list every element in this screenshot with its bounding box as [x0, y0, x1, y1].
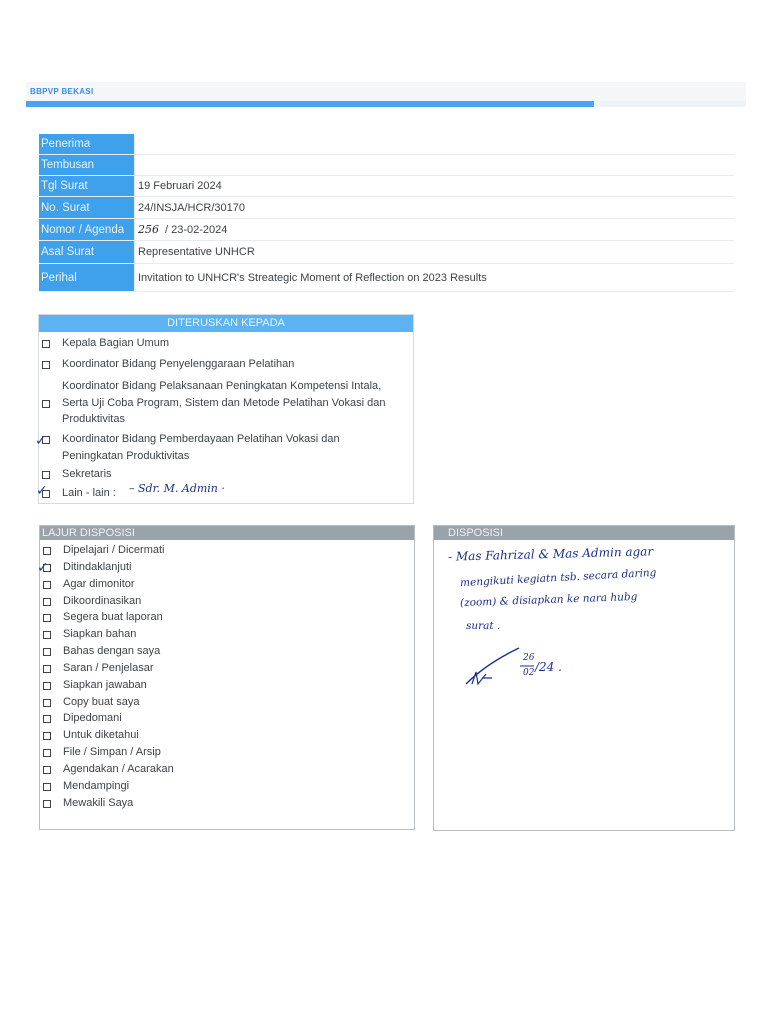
disposition-option[interactable]: [42, 559, 414, 576]
checkbox[interactable]: [43, 732, 51, 740]
brand-title: BBPVP BEKASI: [30, 87, 94, 96]
signature-date-day: 26: [523, 653, 535, 663]
disposition-option[interactable]: [42, 576, 414, 593]
forward-option-line: Koordinator Bidang Pemberdayaan Pelatihan Vokasi dan: [62, 433, 340, 445]
forward-option-line: Serta Uji Coba Program, Sistem dan Metode Pelatihan Vokasi dan: [62, 396, 386, 409]
disposition-option-label: Siapkan bahan: [63, 628, 137, 641]
handwritten-note-line: - Mas Fahrizal & Mas Admin agar: [447, 544, 654, 564]
disposition-option-label: Mendampingi: [63, 779, 130, 792]
disposition-option[interactable]: [42, 710, 414, 727]
disposition-option[interactable]: [42, 643, 414, 660]
disposition-option-label: Copy buat saya: [63, 695, 140, 708]
checkbox[interactable]: [43, 749, 51, 757]
handwritten-check-icon: ✓: [35, 433, 47, 449]
disposition-option[interactable]: [42, 626, 414, 643]
signature-date-month: 02: [523, 668, 535, 678]
checkbox[interactable]: [43, 598, 51, 606]
forward-option[interactable]: [41, 378, 385, 428]
info-label: No. Surat: [39, 197, 134, 218]
disposition-option[interactable]: [42, 542, 414, 559]
forward-option-label: Kepala Bagian Umum: [62, 337, 170, 349]
agenda-date: / 23-02-2024: [165, 223, 228, 236]
info-value: [134, 219, 734, 240]
checkbox[interactable]: [43, 800, 51, 808]
disposition-option-label: Bahas dengan saya: [63, 645, 161, 658]
info-row-nomor-agenda: [39, 219, 734, 241]
checkbox[interactable]: [43, 783, 51, 791]
info-value: [134, 155, 734, 175]
disposition-option[interactable]: [42, 778, 414, 795]
forward-option-label: [62, 431, 340, 464]
signature-icon: [434, 526, 736, 832]
info-row-asal-surat: [39, 241, 734, 264]
disposition-option[interactable]: [42, 744, 414, 761]
forward-option-label: Sekretaris: [62, 468, 112, 480]
handwritten-check-icon: ✓: [37, 560, 49, 576]
checkbox[interactable]: [43, 648, 51, 656]
info-label: Penerima: [39, 134, 134, 154]
handwritten-note-line: (zoom) & disiapkan ke nara hubg: [459, 590, 638, 610]
forward-option-line: Produktivitas: [62, 413, 125, 425]
brand-bar-faint: [594, 101, 746, 107]
disposition-option-label: Ditindaklanjuti: [63, 560, 132, 573]
info-value: Invitation to UNHCR's Streategic Moment of Reflection on 2023 Results: [134, 264, 734, 291]
checkbox[interactable]: [42, 471, 50, 479]
checkbox[interactable]: [42, 340, 50, 348]
checkbox[interactable]: [43, 614, 51, 622]
checkbox[interactable]: [43, 699, 51, 707]
signature-date-year: /24 .: [535, 660, 562, 674]
forward-option-label: Koordinator Bidang Penyelenggaraan Pelatihan: [62, 358, 295, 370]
handwritten-agenda-number: 256: [138, 223, 159, 236]
forwarded-to-box: [35, 314, 414, 504]
disposition-track-box: [39, 525, 415, 830]
forward-option-label: [62, 378, 385, 428]
info-label: Nomor / Agenda: [39, 219, 134, 240]
info-value: Representative UNHCR: [134, 241, 734, 263]
info-label: Tembusan: [39, 155, 134, 175]
handwritten-note-line: mengikuti kegiatn tsb. secara daring: [459, 566, 657, 590]
disposition-option-label: Saran / Penjelasar: [63, 661, 154, 674]
info-value: 19 Februari 2024: [134, 176, 734, 196]
checkbox[interactable]: [43, 766, 51, 774]
disposition-option[interactable]: [42, 795, 414, 812]
disposition-option[interactable]: [42, 677, 414, 694]
checkbox[interactable]: [43, 547, 51, 555]
forwarded-to-title: DITERUSKAN KEPADA: [39, 315, 413, 332]
handwritten-other-recipient: – Sdr. M. Admin ·: [129, 482, 225, 495]
disposition-option[interactable]: [42, 727, 414, 744]
info-label: Asal Surat: [39, 241, 134, 263]
info-row-penerima: [39, 134, 734, 155]
handwritten-check-icon: ✓: [36, 483, 48, 499]
info-row-tembusan: [39, 155, 734, 176]
info-row-perihal: [39, 264, 734, 292]
info-label: Perihal: [39, 264, 134, 291]
disposition-option-label: Dipelajari / Dicermati: [63, 544, 165, 556]
forward-option[interactable]: [41, 335, 169, 352]
handwritten-note-line: surat .: [466, 620, 501, 632]
disposition-option[interactable]: [42, 609, 414, 626]
checkbox[interactable]: [43, 715, 51, 723]
info-row-no-surat: [39, 197, 734, 219]
checkbox[interactable]: [43, 682, 51, 690]
disposition-notes-box: [433, 525, 735, 831]
header-band: [26, 82, 746, 102]
disposition-option-label: Mewakili Saya: [63, 796, 134, 809]
disposition-option-label: Agar dimonitor: [63, 577, 135, 590]
disposition-option-label: File / Simpan / Arsip: [63, 746, 161, 759]
disposition-option-label: Dikoordinasikan: [63, 594, 142, 607]
letter-info-table: [39, 134, 734, 292]
checkbox[interactable]: [43, 631, 51, 639]
disposition-option[interactable]: [42, 660, 414, 677]
info-row-tgl-surat: [39, 176, 734, 197]
info-value: [134, 134, 734, 154]
disposition-option[interactable]: [42, 761, 414, 778]
checkbox[interactable]: [43, 665, 51, 673]
forward-option[interactable]: [41, 431, 340, 464]
forward-option-line: Koordinator Bidang Pelaksanaan Peningkatan Kompetensi Intala,: [62, 380, 382, 392]
disposition-notes-title: DISPOSISI: [434, 526, 734, 540]
disposition-option-label: Siapkan jawaban: [63, 678, 147, 691]
info-value: 24/INSJA/HCR/30170: [134, 197, 734, 218]
disposition-option-label: Dipedomani: [63, 712, 122, 725]
disposition-option[interactable]: [42, 694, 414, 711]
disposition-option[interactable]: [42, 593, 414, 610]
checkbox[interactable]: [42, 361, 50, 369]
forward-option[interactable]: [41, 485, 116, 502]
checkbox[interactable]: [43, 581, 51, 589]
disposition-option-label: Agendakan / Acarakan: [63, 762, 174, 775]
forward-option-line: Peningkatan Produktivitas: [62, 449, 190, 462]
forward-option[interactable]: [41, 466, 112, 483]
info-label: Tgl Surat: [39, 176, 134, 196]
disposition-track-title: LAJUR DISPOSISI: [40, 526, 414, 540]
disposition-option-label: Segera buat laporan: [63, 611, 163, 624]
disposition-track-list: [40, 540, 414, 812]
checkbox[interactable]: [42, 400, 50, 408]
forward-option-label: Lain - lain :: [62, 487, 116, 499]
disposition-option-label: Untuk diketahui: [63, 729, 139, 742]
forward-option[interactable]: [41, 356, 294, 373]
brand-bar: [26, 101, 594, 107]
